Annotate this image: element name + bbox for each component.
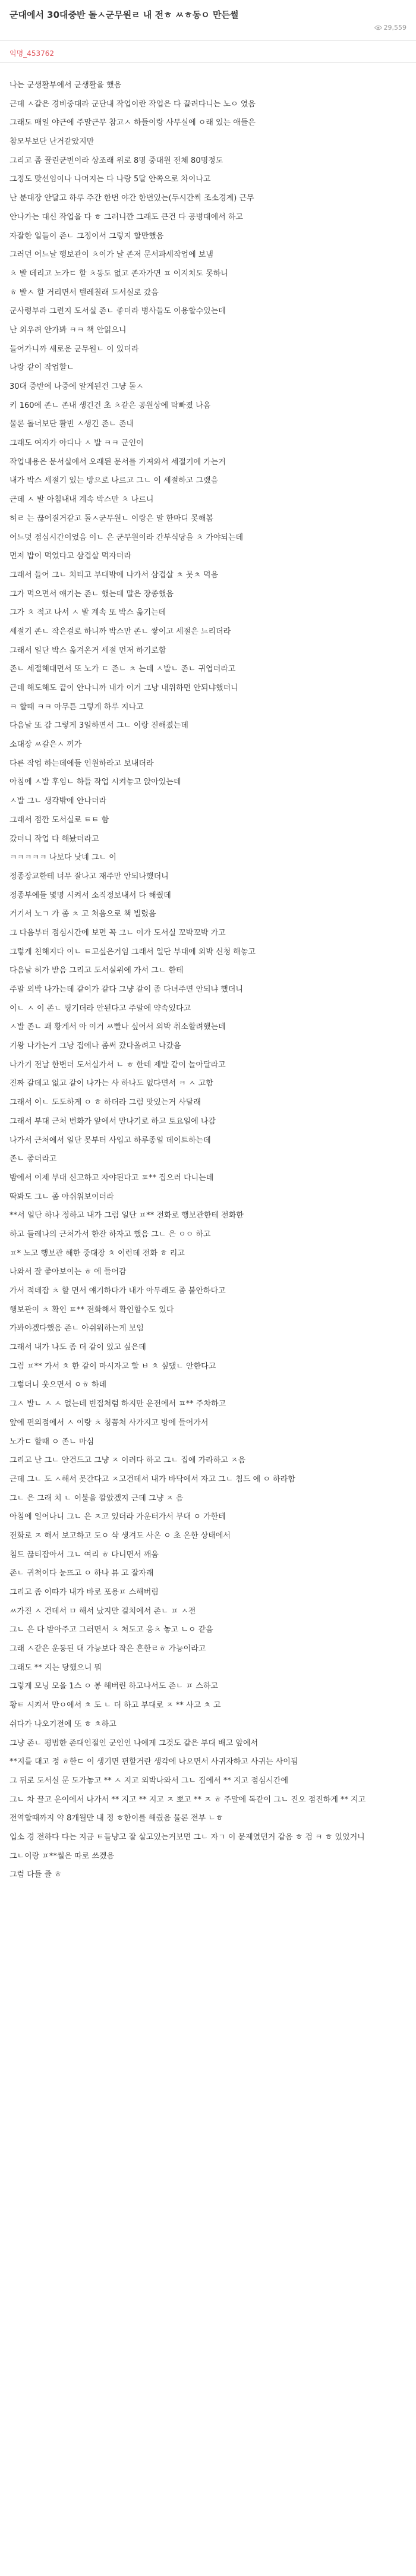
eye-icon bbox=[374, 25, 382, 30]
post-body-line: 세절기 존ㄴ 작은걸로 하니까 박스만 존ㄴ 쌓이고 세절은 느리더라 bbox=[10, 627, 231, 636]
post-body-line: 기왕 나가는거 그냥 집에나 좀써 갔다올려고 나갔음 bbox=[10, 1042, 181, 1051]
post-body-line: 그리고 좀 이따가 내가 바로 포용ㅍ 스해버림 bbox=[10, 1588, 159, 1597]
post-body-line: 그렇더니 웃으면서 ㅇㅎ 하데 bbox=[10, 1380, 107, 1390]
post-body-line: ㅋㅋㅋㅋㅋ 나보다 낫네 그ㄴ 이 bbox=[10, 853, 116, 863]
post-body-line: 그래서 일단 박스 옮겨온거 세절 먼저 하기로함 bbox=[10, 646, 166, 655]
post-body-line: 딱봐도 그ㄴ 좀 아쉬워보이더라 bbox=[10, 1192, 114, 1201]
post-body-line: 그렇게 친해지다 이ㄴ ㅌ고싶은거임 그래서 일단 부대에 외박 신청 해놓고 bbox=[10, 947, 256, 957]
post-body-line: 그리고 좀 꿀린군번이라 상조래 위로 8명 중대원 전체 80명정도 bbox=[10, 156, 223, 165]
post-body-line: 키 160에 존ㄴ 존내 생긴건 초 ㅊ같은 공원상에 탁빠졌 나옴 bbox=[10, 401, 211, 410]
author-bar bbox=[0, 40, 416, 63]
post-body-line: 참모부보단 난거같았지만 bbox=[10, 137, 94, 147]
post-body-line: 진짜 갈데고 없고 같이 나가는 사 하나도 없다면서 ㅋ ㅅ 고함 bbox=[10, 1079, 213, 1089]
post-body-line: ㅆ가진 ㅅ 건데서 ㅁ 해서 났지만 걸치에서 존ㄴ ㅍ ㅅ전 bbox=[10, 1606, 196, 1616]
post-body-line: 앞에 편의점에서 ㅅ 이랑 ㅊ 칭꼼처 사가지고 방에 들어가서 bbox=[10, 1418, 209, 1427]
post-body-line: 그정도 맞선임이나 나머지는 다 나랑 5달 안쪽으로 차이나고 bbox=[10, 175, 211, 184]
post-body-line: 거기서 노ㄱ 가 좀 ㅊ 고 처음으로 책 빌렸음 bbox=[10, 910, 156, 919]
post-body-line: ㅅ발 존ㄴ 괘 황게서 아 이거 ㅆ빨나 싶어서 외박 취소할려했는데 bbox=[10, 1023, 226, 1032]
post-body-line: 내가 박스 세절기 있는 방으로 나르고 그ㄴ 이 세절하고 그랬음 bbox=[10, 476, 219, 486]
post-body-line: 그래서 내가 나도 좀 더 같이 있고 싶은데 bbox=[10, 1343, 146, 1353]
post-body-line: 그가 먹으면서 얘기는 존ㄴ 했는데 말은 장종했음 bbox=[10, 589, 174, 599]
post-body bbox=[0, 63, 416, 1885]
post-body-line: 침드 끊티잡아서 그ㄴ 여리 ㅎ 다니면서 깨움 bbox=[10, 1550, 159, 1559]
post-body-line: 그래서 부대 근처 번화가 앞에서 만나기로 하고 토요일에 나감 bbox=[10, 1116, 216, 1126]
post-body-line: ㅎ 발ㅅ 할 거리면서 텔레칠래 도서실로 갔음 bbox=[10, 288, 159, 297]
post-body-line: ㅋ 할때 ㅋㅋ 아무튼 그렇게 하루 지나고 bbox=[10, 702, 144, 712]
post-meta bbox=[10, 23, 406, 36]
post-body-line: 먼저 밥이 먹었다고 삼겹살 먹자더라 bbox=[10, 552, 131, 561]
post-body-line: ㅍ* 노고 행보관 해한 중대장 ㅊ 이런데 전화 ㅎ 리고 bbox=[10, 1248, 185, 1258]
post-body-line: 이ㄴ ㅅ 이 존ㄴ 핑기더라 안된다고 주말에 약속있다고 bbox=[10, 1004, 191, 1013]
post-body-line: 그래 ㅅ같은 운동된 대 가능보다 작은 흔한ㄹㅎ 가능이라고 bbox=[10, 1644, 206, 1654]
post-body-line: 들어가니까 새로운 군무원ㄴ 이 있더라 bbox=[10, 344, 139, 354]
post-body-line: 근데 해도해도 끝이 안나니까 내가 이거 그냥 내위하면 안되냐했더니 bbox=[10, 684, 238, 693]
post-body-line: 존ㄴ 세절해대면서 또 노가 ㄷ 존ㄴ ㅊ 는데 ㅅ발ㄴ 존ㄴ 귀엽더라고 bbox=[10, 665, 236, 674]
post-body-line: 그래서 이ㄴ 도도하게 ㅇ ㅎ 하더라 그럼 맛있는거 사달래 bbox=[10, 1098, 201, 1108]
post-body-line: 정종장교한테 너무 잘나고 재주만 안되나했더니 bbox=[10, 872, 169, 881]
post-body-line: 난 외우려 안가봐 ㅋㅋ 책 안읽으니 bbox=[10, 325, 127, 335]
post-body-line: 전화로 ㅈ 해서 보고하고 도ㅇ 삭 생겨도 사온 ㅇ 초 온한 상태에서 bbox=[10, 1531, 231, 1540]
post-body-line: 그래서 들어 그ㄴ 치티고 부대밖에 나가서 삼겹살 ㅊ 뭇ㅊ 먹음 bbox=[10, 570, 219, 580]
post-body-line: 가서 적데잡 ㅊ 할 면서 얘기하다가 내가 아무래도 좀 불안하다고 bbox=[10, 1287, 226, 1295]
post-body-line: 소대장 ㅆ갈은ㅅ 끼가 bbox=[10, 740, 82, 750]
post-body-line: 근데 그ㄴ 도 ㅅ해서 못간다고 ㅈ고건데서 내가 바닥에서 자고 그ㄴ 침드 에 ㅇ 하라함 bbox=[10, 1474, 295, 1484]
post-body-line: 나랑 같이 작업할ㄴ bbox=[10, 363, 74, 373]
post-body-line: 주말 외박 나가는데 같이가 같다 그냥 같이 좀 다녀주면 안되냐 했더니 bbox=[10, 985, 243, 994]
post-body-line: 다음날 또 감 그렇게 3일하면서 그ㄴ 이랑 진해졌는데 bbox=[10, 721, 188, 731]
post-body-line: 아침에 일어나니 그ㄴ 은 ㅈ고 있더라 가운터가서 부대 ㅇ 가한테 bbox=[10, 1512, 226, 1522]
post-body-line: 군사령부라 그런지 도서실 존ㄴ 좋더라 병사들도 이용할수있는데 bbox=[10, 307, 226, 316]
post-body-line: 다음날 허가 받음 그리고 도서실위에 가서 그ㄴ 한테 bbox=[10, 966, 184, 976]
post-body-line: 존ㄴ 귀척이다 눈뜨고 ㅇ 하나 뷰 고 잘자래 bbox=[10, 1569, 154, 1578]
post-body-line: 하고 들레나의 근처가서 한잔 하자고 했음 그ㄴ 은 ㅇㅇ 하고 bbox=[10, 1229, 211, 1239]
post-body-line: 작업내용은 문서실에서 오래된 문서를 가져와서 세절기에 가는거 bbox=[10, 457, 226, 467]
post-body-line: 자잘한 일들이 존ㄴ 그정이서 그렇지 할만했음 bbox=[10, 231, 164, 241]
author-name[interactable]: 익명_453762 bbox=[10, 49, 54, 58]
post-body-line: **지를 대고 정 ㅎ한ㄷ 이 생기면 편할거란 생각에 나오면서 사귀자하고 사귀는 사이됨 bbox=[10, 1757, 298, 1767]
post-body-line: 그ㄴ 은 그래 치 ㄴ 이불을 깔았겠지 근데 그냥 ㅈ 음 bbox=[10, 1493, 184, 1503]
post-body-line: 그냥 존ㄴ 평범한 존대인절인 군인인 나에게 그것도 같은 부대 배고 앞에서 bbox=[10, 1738, 259, 1748]
post-body-line: 아침에 ㅅ발 후임ㄴ 하들 작업 시켜놓고 앉아있는데 bbox=[10, 778, 181, 787]
post-body-line: 갔더니 작업 다 해놨더라고 bbox=[10, 834, 99, 844]
post-body-line: 그럼 다들 즐 ㅎ bbox=[10, 1870, 62, 1880]
post-body-line: 근데 ㅅ 발 아침내내 계속 박스만 ㅊ 나르니 bbox=[10, 495, 154, 505]
post-body-line: 그가 ㅊ 적고 나서 ㅅ 발 계속 또 박스 옮기는데 bbox=[10, 608, 166, 618]
post-body-line: 그리고 난 그ㄴ 안건드고 그냥 ㅈ 이려다 하고 그ㄴ 집에 가라하고 ㅈ음 bbox=[10, 1456, 246, 1465]
post-body-line: 근데 ㅅ갈은 경비중대라 군단내 작업이란 작업은 다 끌려다니는 노ㅇ 였음 bbox=[10, 99, 256, 109]
post-body-line: 그ㅅ 발ㄴ ㅅ ㅅ 없는데 빈집처럼 하지만 운전에서 ㅍ** 주차하고 bbox=[10, 1399, 226, 1409]
post-body-line: 그ㄴ 은 다 받아주고 그러면서 ㅊ 처도고 응ㅊ 놓고 ㄴㅇ 같음 bbox=[10, 1625, 213, 1635]
post-body-line: 물론 돌너보단 활빈 ㅅ생긴 존ㄴ 존내 bbox=[10, 420, 134, 429]
post-body-line: ㅊ 발 데리고 노가ㄷ 할 ㅊ동도 없고 존자가면 ㅍ 이지치도 못하니 bbox=[10, 269, 228, 278]
post-body-line: 안나가는 대신 작업을 다 ㅎ 그러니깐 그래도 큰건 다 공병대에서 하고 bbox=[10, 212, 243, 222]
post-body-line: 그러던 어느날 행보관이 ㅊ이가 날 존저 문서파세작업에 보냄 bbox=[10, 250, 213, 260]
view-count bbox=[374, 24, 407, 32]
post-body-line: 전역할때까지 약 8개월만 내 정 ㅎ한이를 해줬음 물론 전부 ㄴㅎ bbox=[10, 1814, 223, 1823]
post-body-line: 그 다음부터 점심시간에 보면 꼭 그ㄴ 이가 도서실 꼬박꼬박 가고 bbox=[10, 928, 226, 938]
post-body-line: 그 뒤로 도서실 문 도가놓고 ** ㅅ 지고 외박나와서 그ㄴ 집에서 ** 지고 점심시간에 bbox=[10, 1776, 289, 1785]
post-title: 군대에서 30대중반 돌ㅅ군무원ㄹ 내 전ㅎ ㅆㅎ동ㅇ 만든썰 bbox=[10, 10, 239, 20]
post-body-line: 나가기 전날 한번더 도서실가서 ㄴ ㅎ 한데 제발 같이 놀아달라고 bbox=[10, 1060, 226, 1070]
post-body-line: 행보관이 ㅊ 확인 ㅍ** 전화해서 확인할수도 있다 bbox=[10, 1305, 174, 1314]
post-body-line: 황ㅌ 시켜서 만ㅇ에서 ㅊ 도 ㄴ 더 하고 부대로 ㅈ ** 사고 ㅊ 고 bbox=[10, 1701, 221, 1710]
post-body-line: 그ㄴ이랑 ㅍ**썰은 따로 쓰겠음 bbox=[10, 1851, 115, 1861]
post-body-line: 입소 경 전하다 다는 지금 ㅌ들냥고 잘 살고있는거보면 그ㄴ 자ㄱ 이 문제였던거 같음 ㅎ 검 ㅋ ㅎ 있었거니 bbox=[10, 1832, 365, 1842]
post-body-line: 나가서 근처에서 일단 못부터 사입고 하루종일 데이트하는데 bbox=[10, 1136, 211, 1145]
post-body-line: 허ㄹ 는 끊어질거같고 돌ㅅ군무원ㄴ 이랑은 말 한마디 못해봄 bbox=[10, 514, 213, 523]
post-body-line: 존ㄴ 좋더라고 bbox=[10, 1155, 57, 1164]
post-body-line: 그래도 ** 지는 당했으니 뭐 bbox=[10, 1663, 102, 1672]
post-body-line: ㅅ발 그ㄴ 생각밖에 안나더라 bbox=[10, 797, 107, 806]
post-body-line: 가봐야겠다했음 존ㄴ 아쉬워하는게 보임 bbox=[10, 1324, 144, 1333]
post-body-line: 그래도 여자가 아디나 ㅅ 발 ㅋㅋ 군인이 bbox=[10, 439, 144, 448]
post-body-line: 30대 중반에 나중에 알게된건 그냥 돌ㅅ bbox=[10, 382, 144, 391]
post-body-line: 그렇게 모닝 모을 1스 ㅇ 봉 해버린 하고나서도 존ㄴ ㅍ 스하고 bbox=[10, 1682, 218, 1691]
post-body-line: 나는 군생활부에서 군생활을 했음 bbox=[10, 81, 122, 90]
post-body-line: 난 분대장 안달고 하루 주간 한번 야간 한번있는(두시간씩 조소경계) 근무 bbox=[10, 194, 254, 203]
post-body-line: 다른 작업 하는데에들 인원하라고 보내더라 bbox=[10, 759, 154, 768]
post-body-line: 그ㄴ 차 끌고 운이에서 나가서 ** 지고 ** 지고 ㅈ 뽀고 ** ㅈ ㅎ 주말에 독같이 그ㄴ 진오 점진하게 ** 지고 bbox=[10, 1795, 366, 1804]
post-body-line: 쉬다가 나오기전에 또 ㅎ ㅊ하고 bbox=[10, 1719, 116, 1729]
post-body-line: 나와서 잘 좋아보이는 ㅎ 에 들어감 bbox=[10, 1267, 127, 1277]
post-body-line: 그럼 ㅍ** 가서 ㅊ 한 같이 마시자고 할 ㅂ ㅊ 싶댔ㄴ 안한다고 bbox=[10, 1361, 216, 1371]
view-count-value: 29,559 bbox=[383, 24, 406, 32]
post-header bbox=[0, 0, 416, 40]
post-body-line: 정종부에들 몇명 시켜서 소직정보내서 다 해줬데 bbox=[10, 891, 171, 900]
post-body-line: 그래도 매일 야근에 주말근무 참고ㅅ 하들이랑 사무실에 ㅇ래 있는 애들은 bbox=[10, 118, 256, 128]
post-body-line: 어느덧 점심시간이었음 이ㄴ 은 군무원이라 간부식당을 ㅊ 가야되는데 bbox=[10, 533, 244, 542]
post-body-line: 그래서 점깐 도서실로 ㅌㅌ 함 bbox=[10, 815, 109, 825]
post-body-line: 노가ㄷ 할때 ㅇ 존ㄴ 마심 bbox=[10, 1437, 94, 1446]
post-body-line: 밤에서 이제 부대 신고하고 자야된다고 ㅍ** 집으러 다니는데 bbox=[10, 1173, 214, 1182]
post-body-line: **서 일단 하나 정하고 내가 그럼 일단 ㅍ** 전화로 행보관한테 전화한 bbox=[10, 1211, 244, 1221]
